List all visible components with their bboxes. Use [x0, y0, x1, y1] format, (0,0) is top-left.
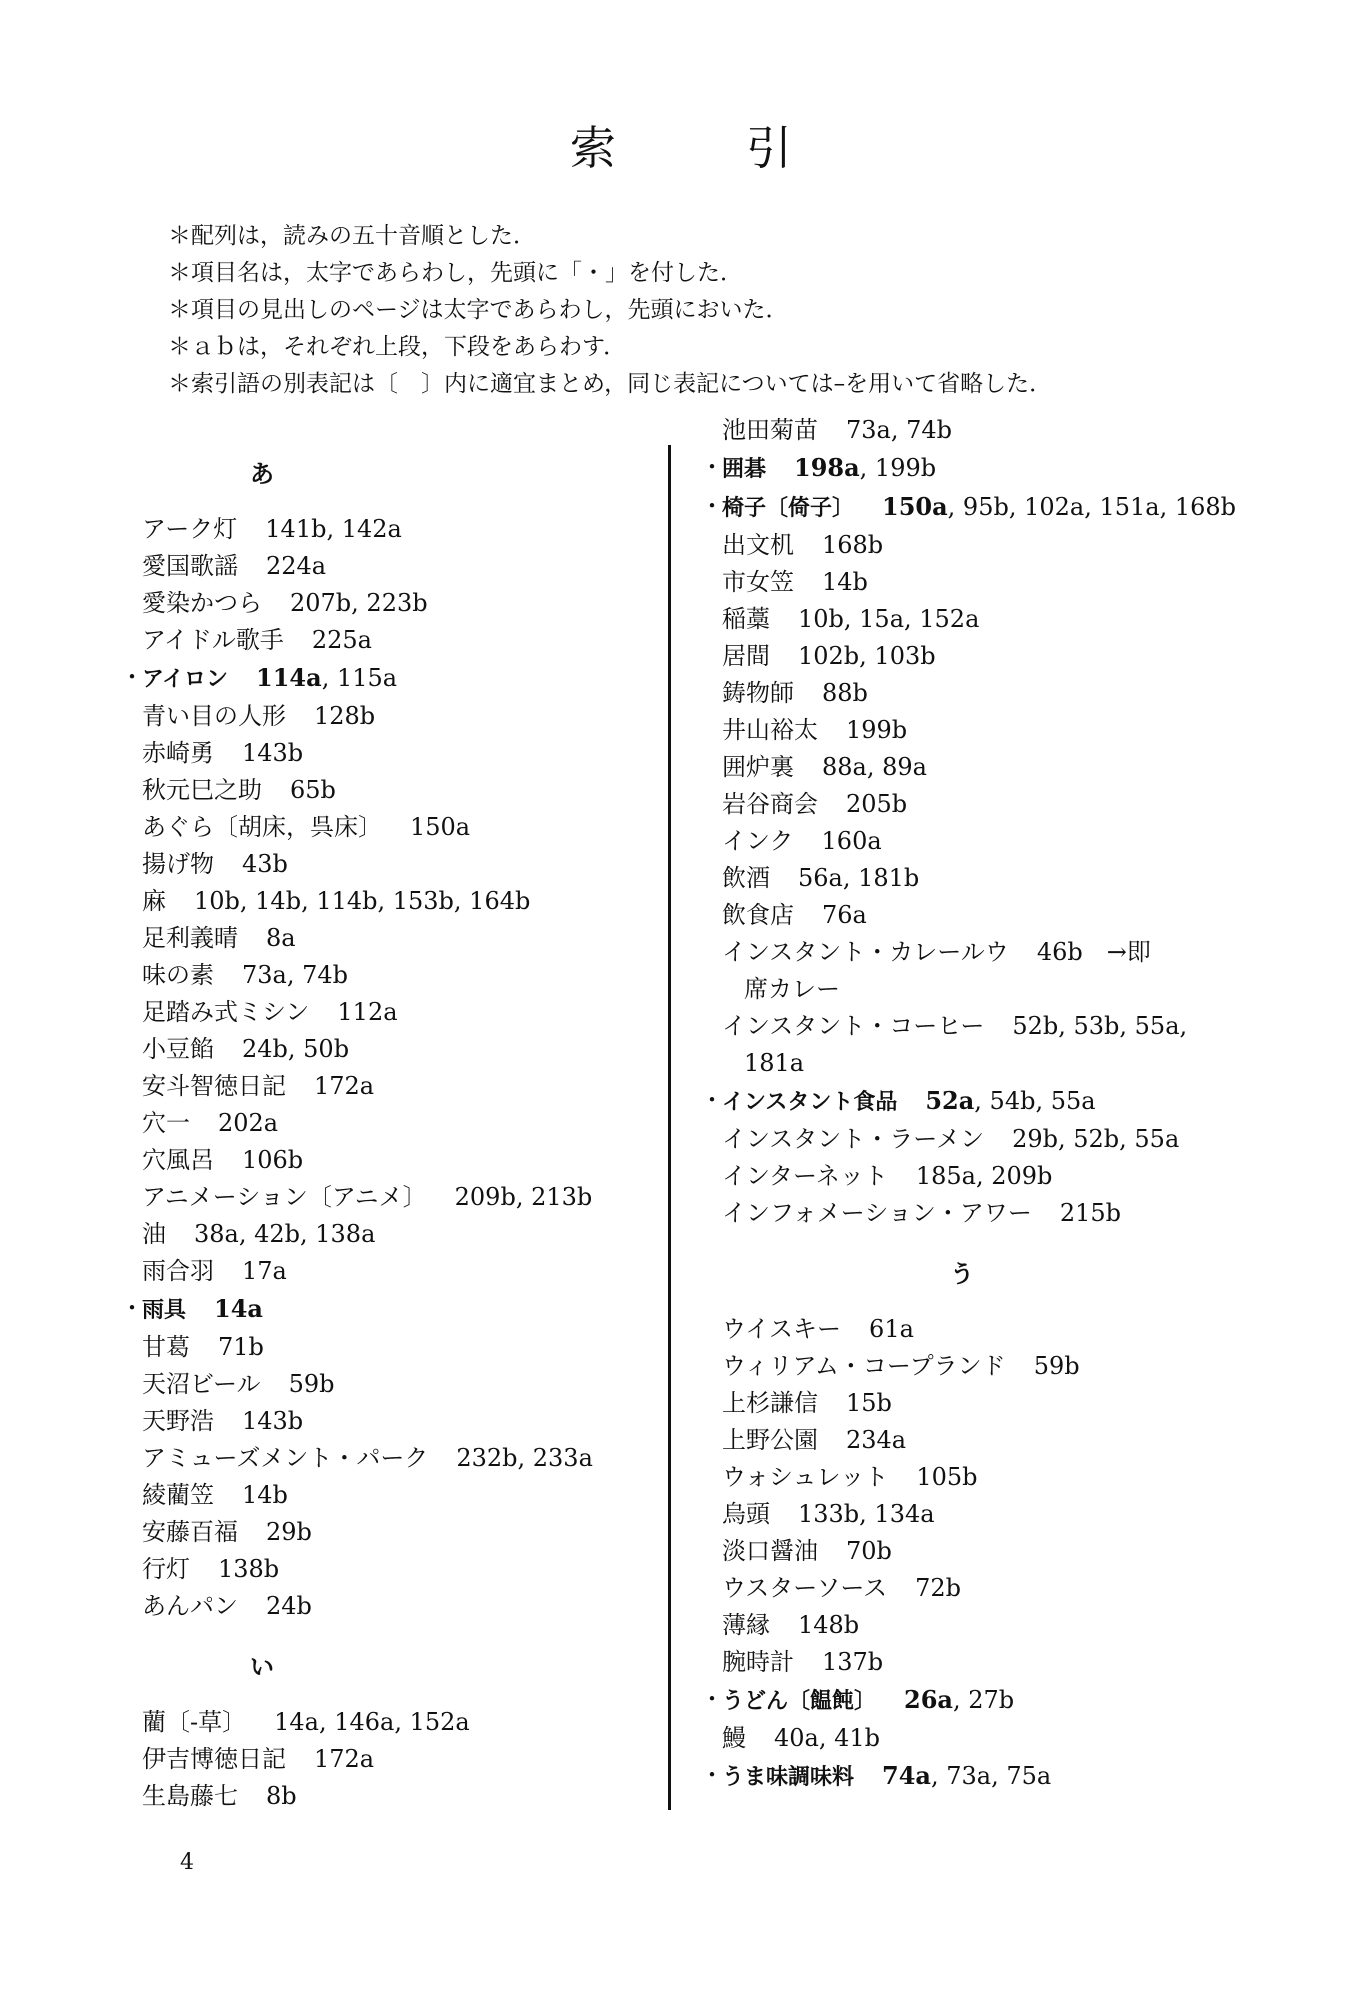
entry-pages: 88a, 89a [822, 753, 927, 781]
entry-pages: , 95b, 102a, 151a, 168b [947, 493, 1237, 521]
index-entry [700, 1121, 1260, 1158]
entry-pages: 14b [242, 1481, 288, 1509]
page-title [0, 112, 1362, 178]
entry-pages: 40a, 41b [774, 1724, 881, 1752]
entry-term: あぐら〔胡床，呉床〕 [142, 813, 382, 841]
entry-pages: 17a [242, 1257, 287, 1285]
index-entry [120, 1366, 650, 1403]
entry-pages: 8a [266, 924, 296, 952]
index-entry [120, 1290, 650, 1329]
entry-pages: 138b [218, 1555, 280, 1583]
entry-list-u [700, 1311, 1260, 1796]
entry-pages: 202a [218, 1109, 279, 1137]
index-entry [700, 1720, 1260, 1757]
item-bullet: ・ [700, 1761, 724, 1789]
index-entry [700, 1459, 1260, 1496]
item-bullet: ・ [120, 1294, 144, 1322]
entry-pages: 112a [337, 998, 398, 1026]
section-heading-a: あ [250, 460, 274, 488]
entry-term: 愛国歌謡 [142, 552, 238, 580]
index-entry [700, 1195, 1260, 1232]
index-entry [120, 1704, 650, 1741]
entry-term: 穴風呂 [142, 1146, 214, 1174]
entry-pages: 141b, 142a [265, 515, 402, 543]
entry-pages: 168b [822, 531, 884, 559]
entry-term: アーク灯 [142, 515, 238, 543]
entry-pages: , 54b, 55a [974, 1087, 1096, 1115]
index-entry [700, 412, 1260, 449]
entry-pages: 24b [266, 1592, 312, 1620]
entry-pages: 133b, 134a [798, 1500, 935, 1528]
index-entry [120, 1068, 650, 1105]
index-entry [700, 564, 1260, 601]
entry-term: あんパン [142, 1592, 238, 1620]
entry-term: 居間 [722, 642, 770, 670]
index-entry [120, 883, 650, 920]
entry-term: 椅子〔倚子〕 [722, 496, 855, 521]
index-entry [120, 809, 650, 846]
index-entry [700, 601, 1260, 638]
entry-list-i-continued [700, 412, 1260, 1232]
index-entry [120, 920, 650, 957]
entry-pages: 65b [290, 776, 336, 804]
entry-term: うどん〔饂飩〕 [722, 1689, 877, 1714]
entry-pages: 224a [266, 552, 327, 580]
entry-pages: 88b [822, 679, 868, 707]
index-entry [700, 1158, 1260, 1195]
entry-term: 安藤百福 [142, 1518, 238, 1546]
entry-term: 足利義晴 [142, 924, 238, 952]
entry-term: ウスターソース [722, 1574, 888, 1602]
entry-pages: 205b [846, 790, 908, 818]
entry-term: 天野浩 [142, 1407, 214, 1435]
index-entry [700, 749, 1260, 786]
index-entry [120, 1403, 650, 1440]
index-entry [120, 1179, 650, 1216]
entry-term: 愛染かつら [142, 589, 262, 617]
entry-main-page: 74a [882, 1761, 931, 1790]
index-entry [700, 638, 1260, 675]
index-entry [120, 735, 650, 772]
entry-term: 小豆餡 [142, 1035, 214, 1063]
section-heading-i: い [250, 1653, 274, 1681]
entry-main-page: 114a [256, 663, 322, 692]
entry-pages: 43b [242, 850, 288, 878]
index-entry [700, 786, 1260, 823]
index-entry [120, 772, 650, 809]
entry-main-page: 52a [925, 1086, 975, 1115]
entry-term: 鋳物師 [722, 679, 794, 707]
entry-pages: 160a [821, 827, 882, 855]
entry-pages: , 27b [952, 1686, 1015, 1714]
index-entry [700, 1496, 1260, 1533]
index-entry [700, 1607, 1260, 1644]
index-column-right [700, 416, 1260, 1796]
index-entry [700, 1385, 1260, 1422]
entry-pages: 29b, 52b, 55a [1012, 1125, 1180, 1153]
entry-pages: 10b, 15a, 152a [798, 605, 980, 633]
entry-pages: 76a [822, 901, 867, 929]
index-entry [700, 527, 1260, 564]
entry-term: 烏頭 [722, 1500, 770, 1528]
entry-main-page: 198a [794, 453, 860, 482]
entry-pages: 59b [1033, 1352, 1080, 1380]
note-line: ＊項目名は，太字であらわし，先頭に「・」を付した． [168, 260, 743, 286]
index-entry [700, 1311, 1260, 1348]
index-notes [168, 218, 1288, 403]
entry-term: 出文机 [722, 531, 794, 559]
entry-continuation: 181a [744, 1049, 805, 1077]
entry-pages: , 199b [859, 454, 937, 482]
entry-pages: 143b [242, 1407, 304, 1435]
entry-term: 穴一 [142, 1109, 190, 1137]
entry-pages: 61a [869, 1315, 914, 1343]
entry-term: アミューズメント・パーク [142, 1444, 429, 1472]
entry-term: 腕時計 [722, 1648, 794, 1676]
index-entry [120, 1741, 650, 1778]
entry-pages: 137b [822, 1648, 884, 1676]
entry-term: 稲藁 [722, 605, 770, 633]
entry-term: 安斗智徳日記 [142, 1072, 286, 1100]
index-entry [700, 712, 1260, 749]
entry-term: ウイスキー [722, 1315, 842, 1343]
entry-term: 揚げ物 [142, 850, 214, 878]
entry-term: インク [722, 827, 794, 855]
entry-main-page: 26a [904, 1685, 953, 1714]
entry-term: ウォシュレット [722, 1463, 889, 1491]
index-entry [120, 698, 650, 735]
entry-term: 生島藤七 [142, 1782, 238, 1810]
index-entry [700, 860, 1260, 897]
index-entry [120, 1778, 650, 1815]
entry-pages: 46b →即 [1036, 938, 1151, 966]
entry-pages: 72b [915, 1574, 962, 1602]
entry-term: 麻 [142, 887, 166, 915]
entry-pages: 15b [846, 1389, 892, 1417]
index-entry [120, 622, 650, 659]
entry-term: アイロン [142, 667, 229, 692]
note-line: ＊配列は，読みの五十音順とした． [168, 223, 536, 249]
page-title-char-1: 索 [570, 121, 616, 175]
note-line: ＊項目の見出しのページは太字であらわし，先頭においた． [168, 297, 789, 323]
index-entry [700, 1570, 1260, 1607]
entry-pages: 185a, 209b [915, 1162, 1053, 1190]
entry-term: インスタント・コーヒー [722, 1012, 985, 1040]
entry-term: インフォメーション・アワー [722, 1199, 1032, 1227]
index-entry [120, 1588, 650, 1625]
index-entry [120, 994, 650, 1031]
entry-term: 飲食店 [722, 901, 794, 929]
entry-pages: 52b, 53b, 55a, [1012, 1012, 1188, 1040]
column-divider [668, 445, 671, 1810]
entry-pages: 73a, 74b [242, 961, 349, 989]
entry-term: 雨具 [142, 1298, 187, 1323]
index-entry [700, 1757, 1260, 1796]
item-bullet: ・ [700, 453, 724, 481]
entry-term: インターネット [722, 1162, 888, 1190]
entry-term: アニメーション〔アニメ〕 [142, 1183, 427, 1211]
note-line: ＊ａｂは，それぞれ上段，下段をあらわす． [168, 334, 627, 360]
entry-term: 油 [142, 1220, 166, 1248]
entry-pages: 207b, 223b [290, 589, 428, 617]
entry-pages: 209b, 213b [454, 1183, 593, 1211]
index-entry [120, 846, 650, 883]
entry-term: 池田菊苗 [722, 416, 818, 444]
entry-term: 市女笠 [722, 568, 794, 596]
entry-pages: 234a [846, 1426, 907, 1454]
entry-term: 淡口醤油 [722, 1537, 818, 1565]
entry-main-page: 14a [214, 1294, 263, 1323]
index-entry [700, 1008, 1260, 1082]
entry-term: 赤崎勇 [142, 739, 214, 767]
entry-term: 上野公園 [722, 1426, 818, 1454]
index-entry [700, 823, 1260, 860]
entry-pages: 199b [846, 716, 908, 744]
entry-pages: 71b [218, 1333, 264, 1361]
index-entry [700, 449, 1260, 488]
index-entry [120, 1216, 650, 1253]
page-number: 4 [180, 1850, 194, 1875]
item-bullet: ・ [700, 492, 724, 520]
entry-pages: 29b [266, 1518, 312, 1546]
entry-term: インスタント・カレールウ [722, 938, 1009, 966]
entry-list-i [120, 1704, 650, 1815]
entry-term: 雨合羽 [142, 1257, 214, 1285]
entry-pages: 70b [846, 1537, 892, 1565]
entry-term: 囲炉裏 [722, 753, 794, 781]
index-entry [120, 1329, 650, 1366]
index-entry [120, 1440, 650, 1477]
entry-term: 行灯 [142, 1555, 190, 1583]
entry-term: 囲碁 [722, 457, 767, 482]
index-entry [700, 675, 1260, 712]
index-column-left [120, 438, 650, 1815]
entry-pages: 172a [314, 1072, 375, 1100]
entry-pages: , 73a, 75a [930, 1762, 1052, 1790]
entry-pages: 14b [822, 568, 868, 596]
entry-continuation: 席カレー [744, 975, 840, 1003]
entry-term: アイドル歌手 [142, 626, 284, 654]
entry-pages: 10b, 14b, 114b, 153b, 164b [194, 887, 531, 915]
entry-term: 甘葛 [142, 1333, 190, 1361]
entry-term: 天沼ビール [142, 1370, 261, 1398]
entry-term: 秋元巳之助 [142, 776, 262, 804]
entry-term: 飲酒 [722, 864, 770, 892]
index-entry [120, 585, 650, 622]
page-title-char-2: 引 [746, 121, 792, 175]
entry-pages: 128b [314, 702, 376, 730]
item-bullet: ・ [700, 1086, 724, 1114]
index-entry [700, 1644, 1260, 1681]
entry-pages: 14a, 146a, 152a [274, 1708, 470, 1736]
entry-term: 藺〔-草〕 [142, 1708, 247, 1736]
entry-term: うま味調味料 [722, 1765, 855, 1790]
entry-pages: 225a [311, 626, 372, 654]
index-entry [700, 1082, 1260, 1121]
index-entry [700, 1422, 1260, 1459]
index-entry [120, 1105, 650, 1142]
item-bullet: ・ [120, 663, 144, 691]
index-entry [120, 511, 650, 548]
entry-term: 綾藺笠 [142, 1481, 214, 1509]
entry-term: 岩谷商会 [722, 790, 818, 818]
entry-term: 伊吉博徳日記 [142, 1745, 286, 1773]
index-entry [700, 897, 1260, 934]
entry-term: 味の素 [142, 961, 214, 989]
entry-pages: 215b [1059, 1199, 1122, 1227]
entry-pages: 59b [288, 1370, 335, 1398]
entry-term: インスタント食品 [722, 1090, 898, 1115]
entry-pages: 232b, 233a [456, 1444, 593, 1472]
index-entry [120, 1253, 650, 1290]
entry-term: 鰻 [722, 1724, 746, 1752]
entry-pages: , 115a [321, 664, 398, 692]
entry-term: ウィリアム・コープランド [722, 1352, 1006, 1380]
index-entry [120, 1477, 650, 1514]
index-entry [120, 1514, 650, 1551]
entry-pages: 150a [410, 813, 471, 841]
entry-pages: 148b [798, 1611, 860, 1639]
index-entry [700, 1681, 1260, 1720]
index-entry [120, 1142, 650, 1179]
entry-term: 青い目の人形 [142, 702, 286, 730]
index-entry [700, 1533, 1260, 1570]
entry-term: 薄縁 [722, 1611, 770, 1639]
index-entry [700, 1348, 1260, 1385]
index-entry [120, 548, 650, 585]
entry-pages: 38a, 42b, 138a [194, 1220, 376, 1248]
section-heading-u: う [950, 1260, 974, 1288]
entry-term: インスタント・ラーメン [722, 1125, 985, 1153]
index-entry [120, 659, 650, 698]
index-entry [120, 957, 650, 994]
entry-pages: 143b [242, 739, 304, 767]
entry-term: 足踏み式ミシン [142, 998, 310, 1026]
entry-main-page: 150a [882, 492, 948, 521]
entry-pages: 24b, 50b [242, 1035, 350, 1063]
entry-term: 上杉謙信 [722, 1389, 818, 1417]
entry-list-a [120, 511, 650, 1625]
note-line: ＊索引語の別表記は〔 〕内に適宜まとめ，同じ表記については–を用いて省略した． [168, 371, 1053, 397]
entry-pages: 73a, 74b [846, 416, 953, 444]
index-entry [700, 488, 1260, 527]
entry-pages: 172a [314, 1745, 375, 1773]
entry-pages: 106b [242, 1146, 304, 1174]
entry-term: 井山裕太 [722, 716, 818, 744]
entry-pages: 105b [916, 1463, 978, 1491]
entry-pages: 56a, 181b [798, 864, 920, 892]
entry-pages: 8b [266, 1782, 297, 1810]
index-entry [700, 934, 1260, 1008]
entry-pages: 102b, 103b [798, 642, 936, 670]
index-entry [120, 1031, 650, 1068]
item-bullet: ・ [700, 1685, 724, 1713]
index-entry [120, 1551, 650, 1588]
